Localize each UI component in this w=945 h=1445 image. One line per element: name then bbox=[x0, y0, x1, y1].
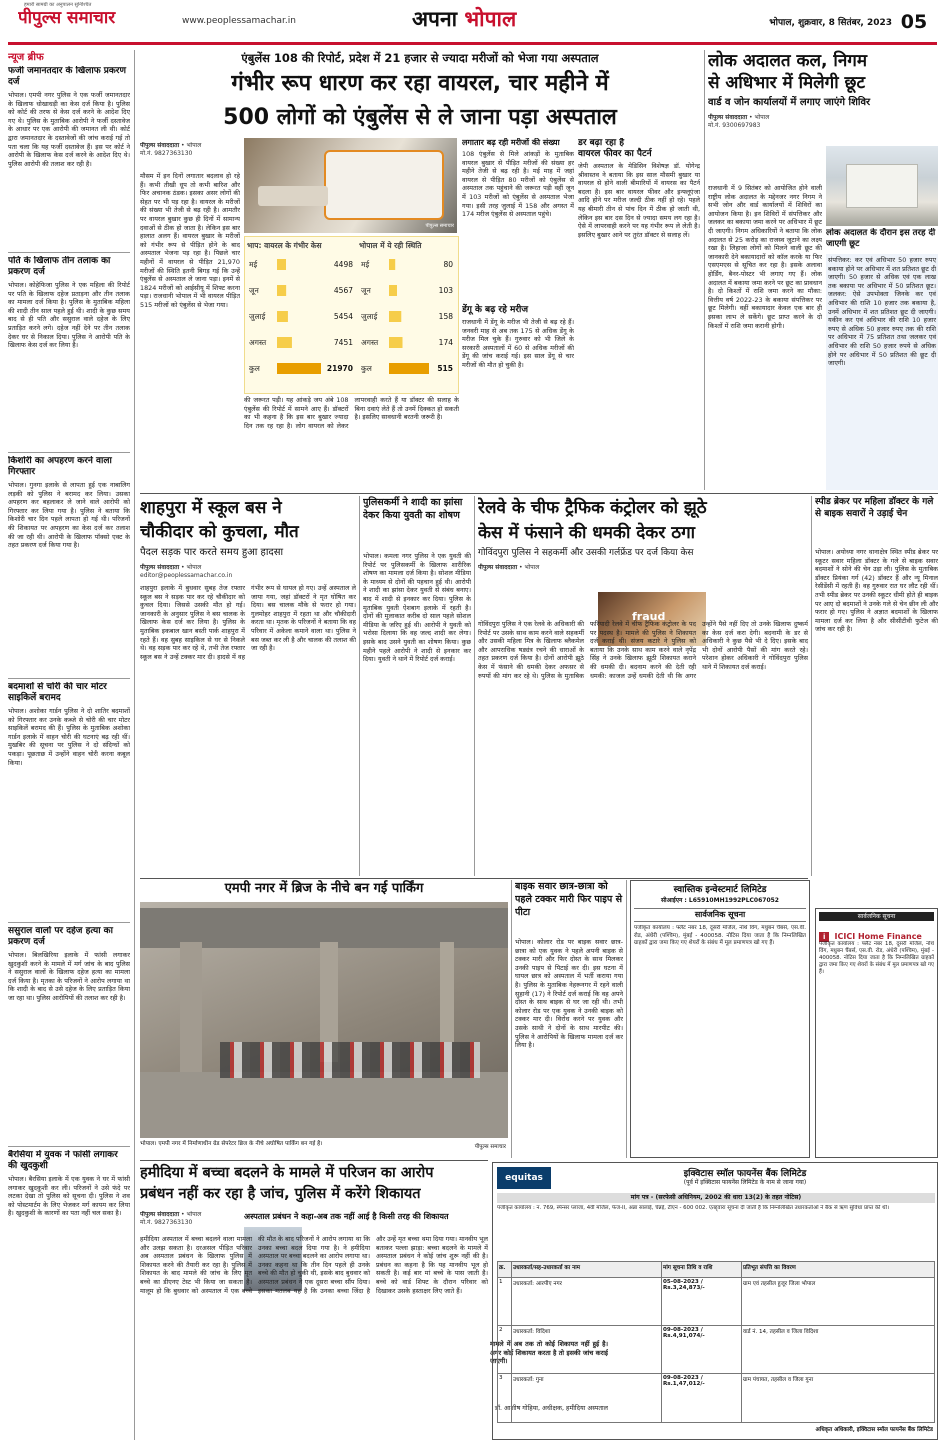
brief-body: भोपाल। अशोका गार्डन पुलिस ने दो शातिर बदमाशों को गिरफ्तार कर उनके कब्जे से चोरी की चार मोटर साइकिलें बरामद की हैं। पुलिस के मुताबिक अशोका गार्डन इलाके में वाहन चोरी की घटनाएं बढ़ रही थीं। मुखबिर की सूचना पर पुलिस ने दो संदिग्धों को पकड़ा। पूछताछ में उन्होंने वाहन चोरी करना कबूल किया। bbox=[8, 707, 130, 767]
parking-caption: भोपाल। एमपी नगर में निर्माणाधीन ग्रेड सेपरेटर ब्रिज के नीचे अघोषित पार्किंग बन गई है। bbox=[140, 1141, 323, 1147]
icici-body: पंजीकृत कार्यालय : फ्लैट नंबर 18, दूसरी मंजिल, नॉर्थ विंग, मधुबन चैंबर्स, एस.वी. रोड, अंधेरी (पश्चिम), मुंबई - 400058. नोटिस दिया जाता है कि निम्नलिखित ग्राहकों द्वारा जमा किए गए शेयरों के संबंध में मूल प्रमाणपत्र खो गए हैं। bbox=[819, 941, 934, 975]
brief-body: भोपाल। बिलखिरिया इलाके में फांसी लगाकर खुदकुशी करने के मामले में मर्ग जांच के बाद पुलिस ने ससुराल वालों के खिलाफ दहेज हत्या का मामला दर्ज किया है। मृतका के परिजनों ने आरोप लगाया था कि शादी के बाद से उसे दहेज के लिए प्रताड़ित किया जा रहा था। पुलिस आरोपियों की तलाश कर रही है। bbox=[8, 951, 130, 1002]
byline-name: पीपुल्स संवाददाता bbox=[478, 564, 518, 571]
bus-headline-1: शाहपुरा में स्कूल बस ने bbox=[140, 498, 282, 518]
td: 09-08-2023 / Rs.1,47,012/- bbox=[662, 1374, 742, 1422]
section-city: भोपाल bbox=[464, 6, 517, 31]
student-story bbox=[515, 880, 623, 1158]
value-label: 80 bbox=[443, 260, 453, 269]
value-label: 4567 bbox=[333, 286, 353, 295]
td: 1 bbox=[498, 1278, 512, 1325]
paper-tagline: हमारी सामग्री का अनुपालन सुनिश्चित bbox=[24, 2, 92, 8]
column-divider bbox=[474, 496, 475, 876]
lok-box-body: संपत्तिकर: कर एवं अधिभार 50 हजार रुपए बकाया होने पर अधिभार में शत प्रतिशत छूट दी जाएगी। 50 हजार से अधिक एवं एक लाख तक बकाया पर अधिभार में 50 प्रतिशत छूट। जलकर: ऐसे उपभोक्ता जिनके कर एवं अधिभार की राशि 10 हजार तक बकाया है, उनमें अधिभार में शत प्रतिशत छूट दी जाएगी। यकीन कर एवं अधिभार की राशि 10 हजार रुपए से अधिक 50 हजार रुपए तक की राशि पर अधिभार में 75 प्रतिशत तथा जलकर एवं अधिभार की राशि 50 हजार रुपये से अधिक होने पर अधिभार में 50 प्रतिशत की छूट दी जाएगी। bbox=[826, 254, 938, 490]
value-bar bbox=[389, 311, 401, 322]
bus-body: शाहपुरा इलाके में बुधवार सुबह तेज रफ्तार स्कूल बस ने सड़क पार कर रहे चौकीदार को कुचल दिया। जिससे उसकी मौत हो गई। जानकारी के अनुसार पुलिस ने बस चालक के खिलाफ केस दर्ज कर लिया है। पुलिस के मुताबिक इकबाल खान बस्ती पार्क शाहपुरा में रहते हैं। वह सुबह साइकिल से घर से निकले थे। वह सड़क पार कर रहे थे, तभी तेज रफ्तार स्कूल बस ने उन्हें टक्कर मार दी। हादसे में वह गंभीर रूप से घायल हो गए। उन्हें अस्पताल ले जाया गया, जहां डॉक्टरों ने मृत घोषित कर दिया। बस चालक मौके से फरार हो गया। गुलमोहर शाहपुरा में रहता था और चौकीदारी करता था। मृतक के परिजनों ने बताया कि वह परिवार में अकेला कमाने वाला था। पुलिस ने बस जब्त कर ली है और चालक की तलाश की जा रही है। bbox=[140, 584, 356, 661]
td: 3 bbox=[498, 1374, 512, 1422]
byline-mobile: मो.नं. 9300697983 bbox=[708, 122, 761, 129]
byline-place: भोपाल bbox=[754, 114, 770, 121]
column-divider bbox=[511, 880, 512, 1158]
icici-title: ICICI Home Finance bbox=[834, 932, 922, 941]
hamidia-headline-2: प्रबंधन नहीं कर रहा है जांच, पुलिस में करेंगे शिकायत bbox=[140, 1186, 421, 1202]
brief-body: भोपाल। गुनगा इलाके से लापता हुई एक नाबालिग लड़की को पुलिस ने बरामद कर लिया। उसका अपहरण कर बहलाकर ले जाने वाले आरोपी को गिरफ्तार कर लिया गया है। पुलिस ने बताया कि किशोरी चार दिन पहले लापता हो गई थी। परिजनों की शिकायत पर अपहरण का केस दर्ज कर तलाश की जा रही थी। आरोपी के खिलाफ पॉक्सो एक्ट के तहत प्रकरण दर्ज किया गया है। bbox=[8, 481, 130, 550]
divider bbox=[8, 1146, 130, 1147]
hamidia-story bbox=[140, 1163, 488, 1440]
doctor-headline: स्पीड ब्रेकर पर महिला डॉक्टर के गले से बाइक सवारों ने उड़ाई चेन bbox=[815, 497, 934, 519]
icici-ad bbox=[815, 908, 938, 1158]
section-prefix: अपना bbox=[412, 6, 458, 31]
td: ग्राम एवं तहसील हुजूर जिला भोपाल bbox=[743, 1281, 816, 1287]
category-label: अगस्त bbox=[361, 338, 379, 347]
table-header bbox=[498, 1262, 934, 1278]
brief-item bbox=[8, 926, 130, 1146]
hamidia-body: हमीदिया अस्पताल में बच्चा बदलने वाला मामला और उलझ सकता है। दरअसल पीड़ित परिवार अब अस्पताल प्रबंधन के खिलाफ पुलिस में शिकायत करने की तैयारी कर रहा है। पुलिस में शिकायत के बाद मामले की जांच के लिए मृत बच्चे का डीएनए टेस्ट भी किया जा सकता है। मालूम हो कि बुधवार को अस्पताल में एक बच्चे की मौत के बाद परिजनों ने आरोप लगाया था कि उनका बच्चा बदल दिया गया है। ने हमीदिया अस्पताल पर बच्चा बदलने का आरोप लगाया था। उनका कहना था कि तीन दिन पहले ही उनके बच्चे की मौत हो चुकी थी, इसके बाद बुधवार को अस्पताल प्रबंधन ने एक दूसरा बच्चा सौंप दिया। इसका मतलब यह है कि उनका बच्चा जिंदा है और उन्हें मृत बच्चा थमा दिया गया। मानवीय भूल बताकर पल्ला झाड़ा: बच्चा बदलने के मामले में अस्पताल प्रबंधन ने कोई जांच शुरू नहीं की है। प्रबंधन का कहना है कि यह मानवीय भूल हो सकती है। कई बार मां बच्चे के पास जाती है। बच्चे को वार्ड शिफ्ट के दौरान परिवार को दिखाकर उसके हस्ताक्षर लिए जाते हैं। bbox=[140, 1235, 488, 1295]
byline-mobile: मो.नं. 9827363130 bbox=[140, 150, 193, 157]
byline-row: पीपुल्स संवाददाता • भोपाल bbox=[708, 114, 770, 121]
parking-headline: एमपी नगर में ब्रिज के नीचे बन गई पार्किंग bbox=[224, 881, 424, 896]
byline-name: पीपुल्स संवाददाता bbox=[708, 114, 748, 121]
byline-place: भोपाल bbox=[186, 1211, 202, 1218]
lead-col4 bbox=[578, 138, 700, 490]
equitas-sub: (पूर्व में इक्विटास फायनेंस लिमिटेड के नाम से जाना गया) bbox=[683, 1179, 807, 1186]
divider bbox=[8, 922, 130, 923]
bus-subhead: पैदल सड़क पार करते समय हुआ हादसा bbox=[140, 547, 284, 558]
parked-vehicles bbox=[220, 1042, 480, 1078]
value-label: 7451 bbox=[333, 338, 353, 347]
value-bar bbox=[277, 259, 286, 270]
category-label: मई bbox=[361, 260, 370, 269]
rail-body: गोविंदपुरा पुलिस ने एक रेलवे के अधिकारी की रिपोर्ट पर उसके साथ काम करने वाले सहकर्मी और उसकी महिला मित्र के खिलाफ ब्लैकमेल और आपराधिक षड्यंत्र रचने की धाराओं के तहत प्रकरण दर्ज किया है। दोनों आरोपी झूठे केस में फंसाने की धमकी देकर अफसर से रुपयों की मांग कर रहे थे। पुलिस के मुताबिक फरियादी रेलवे में चीफ ट्रैफिक कंट्रोलर के पद पर पदस्थ है। मामले की पुलिस ने शिकायत दर्ज कराई थी। संजय कटारे ने पुलिस को बताया कि उनके साथ काम करने वाले नृपेंद्र सिंह ने उनके खिलाफ झूठी शिकायत कराने की धमकी दी। बदनाम करने की देती रही धमकी: काजल उन्हें धमकी देती थी कि अगर उन्होंने पैसे नहीं दिए तो उनके खिलाफ दुष्कर्म का केस दर्ज करा देगी। बदनामी के डर से अधिकारी ने कुछ पैसे भी दे दिए। इसके बाद भी दोनों आरोपी पैसों की मांग करते रहे। परेशान होकर अधिकारी ने गोविंदपुरा पुलिस थाने में शिकायत दर्ज कराई। bbox=[478, 620, 808, 680]
stats-left bbox=[247, 239, 357, 391]
column-divider bbox=[626, 880, 627, 1158]
th: प्रतिभूत संपत्ति का विवरण bbox=[743, 1265, 796, 1271]
byline-place: भोपाल bbox=[186, 142, 202, 149]
doctor-story bbox=[815, 496, 938, 906]
lok-photo bbox=[826, 146, 938, 226]
lead-byline bbox=[140, 142, 240, 168]
lok-adalat-story bbox=[708, 50, 938, 490]
byline-place: भोपाल bbox=[524, 564, 540, 571]
icici-logo bbox=[819, 924, 934, 941]
pattern-subhead-2: वायरल फीवर का पैटर्न bbox=[578, 149, 652, 159]
value-bar bbox=[277, 363, 321, 374]
pattern-body: जेपी अस्पताल के मेडिसिन विशेषज्ञ डॉ. योगेन्द्र श्रीवास्तव ने बताया कि इस साल मौसमी बुखार या वायरल से होने वाली बीमारियों में वायरस का पैटर्न बदला है। इस बार वायरल फीवर और इन्फ्लूएंजा आदि होने पर मरीज जल्दी ठीक नहीं हो रहे। पहले यह बीमारी तीन से पांच दिन में ठीक हो जाती थी, लेकिन इस बार दस दिन से ज्यादा समय लग रहा है। ऐसे में लापरवाही करने पर यह गंभीर रूप ले लेती है। इसलिए बुखार आने पर तुरंत डॉक्टर से सलाह लें। bbox=[578, 162, 700, 239]
equitas-title: इक्विटास स्मॉल फायनेंस बैंक लिमिटेड bbox=[683, 1169, 807, 1178]
column-divider bbox=[359, 496, 360, 876]
lead-headline-1: गंभीर रूप धारण कर रहा वायरल, चार महीने में bbox=[231, 71, 609, 96]
value-bar bbox=[389, 337, 403, 348]
table-row bbox=[498, 1374, 934, 1422]
ambulance-icon bbox=[324, 150, 444, 220]
school-bus-story bbox=[140, 496, 356, 876]
brief-item bbox=[8, 256, 130, 452]
page-number: 05 bbox=[900, 11, 928, 33]
parking-photo bbox=[140, 902, 508, 1138]
divider bbox=[8, 452, 130, 453]
brief-body: भोपाल। बैरसिया इलाके में एक युवक ने घर में फांसी लगाकर खुदकुशी कर ली। परिजनों ने उसे फंदे पर लटका देखा तो पुलिस को सूचना दी। पुलिस ने शव को पोस्टमार्टम के लिए भेजकर मर्ग कायम कर लिया है। खुदकुशी के कारणों का पता नहीं चल सका है। bbox=[8, 1175, 130, 1218]
table-row bbox=[498, 1326, 934, 1374]
pattern-subhead-1: डर बढ़ा रहा है bbox=[578, 138, 625, 148]
value-bar bbox=[389, 285, 397, 296]
photo-credit: पीपुल्स समाचार bbox=[425, 223, 454, 229]
brief-item bbox=[8, 682, 130, 922]
section-rule bbox=[140, 493, 938, 494]
swastik-ad bbox=[630, 880, 810, 1158]
swastik-notice: सार्वजनिक सूचना bbox=[634, 908, 806, 922]
td: उधारकर्ता: विदिशा bbox=[512, 1326, 662, 1373]
category-label: जुलाई bbox=[361, 312, 378, 321]
lok-headline-1: लोक अदालत कल, निगम bbox=[708, 51, 867, 71]
byline-name: पीपुल्स संवाददाता bbox=[140, 142, 180, 149]
value-label: 515 bbox=[437, 364, 453, 373]
td: उधारकर्ता: आरपीए नगर bbox=[512, 1278, 662, 1325]
equitas-table bbox=[497, 1261, 935, 1423]
equitas-notice: मांग पत्र - (सरफेसी अधिनियम, 2002 की धारा 13(2) के तहत नोटिस) bbox=[497, 1193, 935, 1203]
byline-row: पीपुल्स संवाददाता • भोपाल bbox=[140, 142, 202, 149]
category-label: मई bbox=[249, 260, 258, 269]
equitas-sign: अधिकृत अधिकारी, इक्विटास स्मॉल फायनेंस बैंक लिमिटेड bbox=[815, 1427, 933, 1433]
bar-chart-left bbox=[247, 253, 357, 389]
lead-body-col1: मौसम में इन दिनों लगातार बदलाव हो रहे हैं। कभी तीखी धूप तो कभी बारिश और फिर अचानक ठंडक। इसका असर लोगों की सेहत पर भी पड़ रहा है। वायरल के मरीजों की संख्या भी तेजी से बढ़ रही है। आमतौर पर वायरल बुखार कुछ ही दिनों में सामान्य दवाओं से ठीक हो जाता है। लेकिन इस बार हालात अलग हैं। वायरल बुखार के मरीजों को गंभीर रूप से पीड़ित होने के बाद अस्पताल भेजना पड़ रहा है। पिछले चार महीनों में वायरल से पीड़ित 21,970 मरीजों की स्थिति इतनी बिगड़ गई कि उन्हें एंबुलेंस से अस्पताल ले जाना पड़ा। इनमें से 1824 मरीजों को आईसीयू में शिफ्ट करना पड़ा। राजधानी भोपाल में भी वायरल पीड़ित 515 मरीजों को एंबुलेंस से भेजा गया। bbox=[140, 172, 240, 309]
value-label: 5454 bbox=[333, 312, 353, 321]
dengue-subhead: डेंगू के बढ़ रहे मरीज bbox=[462, 305, 529, 315]
rail-headline-1: रेलवे के चीफ ट्रैफिक कंट्रोलर को झूठे bbox=[478, 498, 707, 518]
category-label: कुल bbox=[361, 364, 372, 373]
parking-story bbox=[140, 880, 508, 1158]
brief-title: किशोरी का अपहरण करने वाला गिरफ्तार bbox=[8, 456, 112, 477]
police-wed-story bbox=[363, 496, 471, 876]
dengue-body: राजधानी में डेंगू के मरीज भी तेजी से बढ़ रहे हैं। जनवरी माह से अब तक 175 से अधिक डेंगू के मरीज मिल चुके हैं। गुरुवार को भी जिले के सरकारी अस्पतालों में 60 से अधिक मरीजों की डेंगू की जांच कराई गई। इस साल डेंगू से चार मरीजों की मौत हो चुकी है। bbox=[462, 318, 574, 369]
lead-photo bbox=[244, 138, 457, 233]
lead-body-col2: की जरूरत पड़ी। यह आंकड़े जय अंबे 108 एंबुलेंस की रिपोर्ट में सामने आए हैं। डॉक्टरों का भी कहना है कि इस बार बुखार ज्यादा दिन तक रह रहा है। लोग वायरल को लेकर लापरवाही करते हैं या डॉक्टर की सलाह के बिना दवाएं लेते हैं तो उनमें दिक्कत हो सकती है। इसलिए सावधानी बरतनी जरूरी है। bbox=[244, 396, 459, 430]
column-divider bbox=[811, 496, 812, 876]
value-label: 103 bbox=[438, 286, 453, 295]
icici-logo-mark: i bbox=[819, 932, 829, 942]
bar-chart-right bbox=[359, 253, 457, 389]
fraud-label: fraud bbox=[632, 610, 666, 623]
quote-attribution: डॉ. आशीष गोहिया, अधीक्षक, हमीदिया अस्पताल bbox=[494, 1404, 608, 1412]
student-body: भोपाल। कोलार रोड पर बाइक सवार छात्र-छात्रा को एक युवक ने पहले अपनी बाइक से टक्कर मारी और फिर दोस्त के साथ मिलकर उनकी पाइप से पिटाई कर दी। इस घटना में घायल छात्र को अस्पताल में भर्ती कराया गया है। पुलिस के मुताबिक नेहरूनगर में रहने वाली सुहानी (17) ने रिपोर्ट दर्ज कराई कि वह अपने दोस्त के साथ बाइक से घर जा रही थी। तभी कोलार रोड पर एक युवक ने उनकी बाइक को टक्कर मार दी। विरोध करने पर युवक और उसके साथी ने दोनों के साथ मारपीट की। पुलिस ने आरोपियों के खिलाफ मामला दर्ज कर लिया है। bbox=[515, 938, 623, 1050]
student-headline: बाइक सवार छात्र-छात्रा को पहले टक्कर मारी फिर पाइप से पीटा bbox=[515, 881, 623, 918]
category-label: जून bbox=[361, 286, 371, 295]
value-bar bbox=[277, 311, 288, 322]
news-brief-column bbox=[8, 50, 130, 1440]
brief-title: पति के खिलाफ तीन तलाक का प्रकरण दर्ज bbox=[8, 256, 111, 277]
equitas-brand: equitas bbox=[505, 1173, 543, 1183]
lead-kicker: एंबुलेंस 108 की रिपोर्ट, प्रदेश में 21 हजार से ज्यादा मरीजों को भेजा गया अस्पताल bbox=[241, 51, 599, 65]
lok-subhead: वार्ड व जोन कार्यालयों में लगाए जाएंगे शिविर bbox=[708, 97, 871, 108]
td: वार्ड नं. 14, तहसील व जिला विदिशा bbox=[743, 1329, 819, 1335]
paper-name: पीपुल्स समाचार bbox=[18, 8, 116, 28]
rail-subhead: गोविंदपुरा पुलिस ने सहकर्मी और उसकी गर्लफ्रेंड पर दर्ज किया केस bbox=[478, 548, 694, 558]
lead-body-col3: 108 एंबुलेंस से मिले आंकड़ों के मुताबिक वायरल बुखार से पीड़ित मरीजों की संख्या हर महीने तेजी से बढ़ रही है। मई माह में जहां वायरल से पीड़ित 80 मरीजों को एंबुलेंस से अस्पताल तक पहुंचाने की जरूरत पड़ी वहीं जून में 103 मरीजों को एंबुलेंस से अस्पताल भेजा गया। इसी तरह जुलाई में 158 और अगस्त में 174 मरीज एंबुलेंस से अस्पताल पहुंचे। bbox=[462, 150, 574, 219]
stats-right bbox=[359, 239, 457, 391]
stats-subhead: लगातार बढ़ रही मरीजों की संख्या bbox=[462, 138, 560, 147]
brief-title: बैरसिया में युवक ने फांसी लगाकर की खुदकुशी bbox=[8, 1150, 118, 1171]
stats-graphic bbox=[244, 236, 459, 394]
lok-photo-caption: लोक अदालत के दौरान इस तरह दी जाएगी छूट bbox=[826, 228, 936, 249]
divider bbox=[8, 678, 130, 679]
railway-story bbox=[478, 496, 808, 876]
column-divider bbox=[134, 50, 135, 1440]
masthead-rule bbox=[8, 42, 937, 45]
divider bbox=[8, 252, 130, 253]
value-bar bbox=[277, 337, 292, 348]
brief-body: भोपाल। एमपी नगर पुलिस ने एक फर्जी जमानतदार के खिलाफ धोखाधड़ी का केस दर्ज किया है। पुलिस को कोर्ट की तरफ से केस दर्ज करने के आदेश दिए गए थे। पुलिस के मुताबिक आरोपी ने फर्जी दस्तावेज के आधार पर एक आरोपी की जमानत ली थी। कोर्ट द्वारा जमानतदार के दस्तावेजों की जांच कराई गई तो पता चला कि यह फर्जी दस्तावेज हैं। इस पर कोर्ट ने आरोपी के खिलाफ केस दर्ज करने के आदेश दिए थे। पुलिस आरोपी की तलाश कर रही है। bbox=[8, 91, 130, 168]
value-label: 21970 bbox=[326, 364, 353, 373]
brief-item bbox=[8, 66, 130, 252]
bridge-pillar bbox=[440, 942, 454, 1042]
section-rule bbox=[140, 1160, 488, 1161]
doctor-body: भोपाल। अयोध्या नगर थानाक्षेत्र स्थित स्पीड ब्रेकर पर स्कूटर सवार महिला डॉक्टर के गले से बाइक सवार बदमाशों ने सोने की चेन उड़ा ली। पुलिस के मुताबिक डॉक्टर प्रियंका गर्ग (42) डॉक्टर हैं और न्यू मिनाल रेसीडेंसी में रहती हैं। वह गुरुवार रात घर लौट रही थीं। तभी स्पीड ब्रेकर पर उनकी स्कूटर धीमी होते ही बाइक पर आए दो बदमाशों ने उनके गले से चेन छीन ली और फरार हो गए। पुलिस ने अज्ञात बदमाशों के खिलाफ मामला दर्ज कर लिया है और सीसीटीवी फुटेज की जांच कर रही है। bbox=[815, 548, 938, 634]
byline-name: पीपुल्स संवाददाता bbox=[140, 564, 180, 571]
rail-headline-2: केस में फंसाने की धमकी देकर ठगा bbox=[478, 523, 696, 543]
hamidia-byline bbox=[140, 1211, 240, 1231]
masthead bbox=[0, 0, 945, 46]
brief-title: बदमाशों से चोरी की चार मोटर साइकिलें बरामद bbox=[8, 682, 107, 703]
chart-title: भाप: वायरल के गंभीर केस bbox=[247, 241, 322, 250]
parking-credit: पीपुल्स समाचार bbox=[474, 1144, 506, 1150]
police-body: भोपाल। कमला नगर पुलिस ने एक युवती की रिपोर्ट पर पुलिसकर्मी के खिलाफ शारीरिक शोषण का मामला दर्ज किया है। सोशल मीडिया के माध्यम से दोनों की पहचान हुई थी। आरोपी ने शादी का झांसा देकर युवती से संबंध बनाए। बाद में शादी से इनकार कर दिया। पुलिस के मुताबिक युवती ऐशबाग इलाके में रहती है। दोनों की मुलाकात करीब दो साल पहले सोशल मीडिया के जरिए हुई थी। आरोपी ने युवती को भरोसा दिलाया कि वह जल्द शादी कर लेगा। इसके बाद उसने युवती का शोषण किया। कुछ महीने पहले आरोपी ने शादी से इनकार कर दिया। युवती ने थाने में रिपोर्ट दर्ज कराई। bbox=[363, 552, 471, 664]
equitas-ad bbox=[492, 1162, 938, 1440]
lead-headline-2: 500 लोगों को एंबुलेंस से ले जाना पड़ा अस्पताल bbox=[223, 105, 617, 130]
date-line: भोपाल, शुक्रवार, 8 सितंबर, 2023 bbox=[769, 18, 892, 28]
brief-title: फर्जी जमानतदार के खिलाफ प्रकरण दर्ज bbox=[8, 66, 126, 87]
brief-item bbox=[8, 1150, 130, 1430]
category-label: अगस्त bbox=[249, 338, 267, 347]
hamidia-headline-1: हमीदिया में बच्चा बदलने के मामले में परिजन का आरोप bbox=[140, 1165, 434, 1181]
building-icon bbox=[846, 164, 918, 208]
td: 09-08-2023 / Rs.4,91,074/- bbox=[662, 1326, 742, 1373]
byline-email[interactable]: editor@peoplessamachar.co.in bbox=[140, 572, 233, 579]
category-label: जुलाई bbox=[249, 312, 266, 321]
th: मांग सूचना तिथि व राशि bbox=[662, 1262, 742, 1277]
value-bar bbox=[277, 285, 286, 296]
byline-row: पीपुल्स संवाददाता • भोपाल bbox=[140, 1211, 202, 1218]
td: उधारकर्ता: गुना bbox=[512, 1374, 662, 1422]
lead-col3 bbox=[462, 138, 574, 490]
hamidia-subhead: अस्पताल प्रबंधन ने कहा-अब तक नहीं आई है किसी तरह की शिकायत bbox=[244, 1212, 449, 1221]
quote-text: मामले में अब तक तो कोई शिकायत नहीं हुई है। अगर कोई शिकायत करता है तो इसकी जांच कराई जाएगी। bbox=[490, 1340, 608, 1366]
section-rule bbox=[140, 878, 808, 879]
website[interactable]: www.peoplessamachar.in bbox=[182, 16, 296, 26]
th: क्र. bbox=[498, 1262, 512, 1277]
value-label: 158 bbox=[438, 312, 453, 321]
brief-title: ससुराल वालों पर दहेज हत्या का प्रकरण दर्ज bbox=[8, 926, 113, 947]
byline-place: भोपाल bbox=[186, 564, 202, 571]
equitas-body: पंजीकृत कार्यालय : नं. 769, स्पेन्सर प्लाजा, 4वीं मंजिल, फेज-II, अन्ना सालाई, चेन्नई, टीएन - 600 002. एतद्द्वारा सूचना दी जाती है कि निम्नलिखित उधारकर्ताओं ने बैंक से ऋण सुविधा प्राप्त की थी। bbox=[497, 1205, 890, 1211]
td: 05-08-2023 / Rs.3,24,873/- bbox=[662, 1278, 742, 1325]
icici-notice-label: सार्वजनिक सूचना bbox=[819, 912, 934, 921]
byline-name: पीपुल्स संवाददाता bbox=[140, 1211, 180, 1218]
value-bar bbox=[389, 259, 395, 270]
td: 2 bbox=[498, 1326, 512, 1373]
byline-row: पीपुल्स संवाददाता • भोपाल bbox=[478, 564, 540, 571]
table-row bbox=[498, 1278, 934, 1326]
td: ग्राम पंचायत, तहसील व जिला गुना bbox=[743, 1377, 814, 1383]
byline-mobile: मो.नं. 9827363130 bbox=[140, 1219, 193, 1226]
value-label: 4498 bbox=[333, 260, 353, 269]
brief-label: न्यूज ब्रीफ bbox=[8, 52, 44, 63]
swastik-title: स्वास्तिक इन्वेस्टमार्ट लिमिटेड bbox=[673, 885, 767, 895]
brief-body: भोपाल। कोहेफिजा पुलिस ने एक महिला की रिपोर्ट पर पति के खिलाफ दहेज प्रताड़ना और तीन तलाक का मामला दर्ज किया है। पुलिस के मुताबिक महिला की शादी तीन साल पहले हुई थी। शादी के कुछ समय बाद से ही पति और ससुराल वाले दहेज के लिए प्रताड़ित करने लगे। दहेज नहीं देने पर तीन तलाक देकर घर से निकाल दिया। पुलिस ने आरोपी पति के खिलाफ केस दर्ज कर लिया है। bbox=[8, 281, 130, 350]
byline-row: पीपुल्स संवाददाता • भोपाल bbox=[140, 564, 202, 571]
brief-item bbox=[8, 456, 130, 678]
column-divider bbox=[704, 50, 705, 490]
swastik-cin: सीआईएन : L65910MH1992PLC067052 bbox=[661, 897, 779, 904]
stretcher-icon bbox=[258, 186, 328, 206]
category-label: कुल bbox=[249, 364, 260, 373]
bridge-pillar bbox=[180, 942, 202, 1082]
swastik-body: पंजीकृत कार्यालय : फ्लैट नंबर 18, दूसरी मंजिल, नॉर्थ विंग, मधुबन चैंबर्स, एस.वी. रोड, अंधेरी (पश्चिम), मुंबई - 400058. नोटिस दिया जाता है कि निम्नलिखित ग्राहकों द्वारा जमा किए गए शेयरों के संबंध में मूल प्रमाणपत्र खो गए हैं। bbox=[634, 925, 806, 946]
lok-body: राजधानी में 9 सितंबर को आयोजित होने वाली राष्ट्रीय लोक अदालत के मद्देनजर नगर निगम ने सभी जोन और वार्ड कार्यालयों में शिविरों का आयोजन किया है। इन शिविरों में संपत्तिकर और जलकर का बकाया जमा करने पर अधिभार में छूट दी जाएगी। निगम अधिकारियों ने बताया कि लोक अदालत से 25 करोड़ का राजस्व जुटाने का लक्ष्य रखा है। लिहाजा लोगों को मिलने वाली छूट की जानकारी देने बकायादारों को कॉल करके या फिर एसएमएस से सूचित कर रहा है। इसके अलावा होर्डिंग, बैनर-पोस्टर भी लगाए गए हैं। लोक अदालत में बकाया जमा करने पर छूट का प्रावधान है। दो किश्तों में राशि जमा करने का मौका: वित्तीय वर्ष 2022-23 के बकाया संपत्तिकर पर छूट मिलेगी। वहीं बकायादार केवल एक बार ही इसका लाभ ले सकेंगे। छूट प्राप्त करने के दो किश्तों में राशि जमा करानी होगी। bbox=[708, 184, 822, 330]
chart-title: भोपाल में ये रही स्थिति bbox=[359, 241, 422, 250]
bus-headline-2: चौकीदार को कुचला, मौत bbox=[140, 522, 299, 542]
th: उधारकर्ता/सह-उधारकर्ता का नाम bbox=[512, 1262, 662, 1277]
section-title bbox=[412, 4, 582, 36]
category-label: जून bbox=[249, 286, 259, 295]
police-headline: पुलिसकर्मी ने शादी का झांसा देकर किया युवती का शोषण bbox=[363, 497, 463, 521]
equitas-logo bbox=[497, 1167, 551, 1189]
lok-headline-2: से अधिभार में मिलेगी छूट bbox=[708, 73, 866, 93]
road bbox=[140, 1072, 508, 1138]
value-label: 174 bbox=[438, 338, 453, 347]
value-bar bbox=[389, 363, 429, 374]
